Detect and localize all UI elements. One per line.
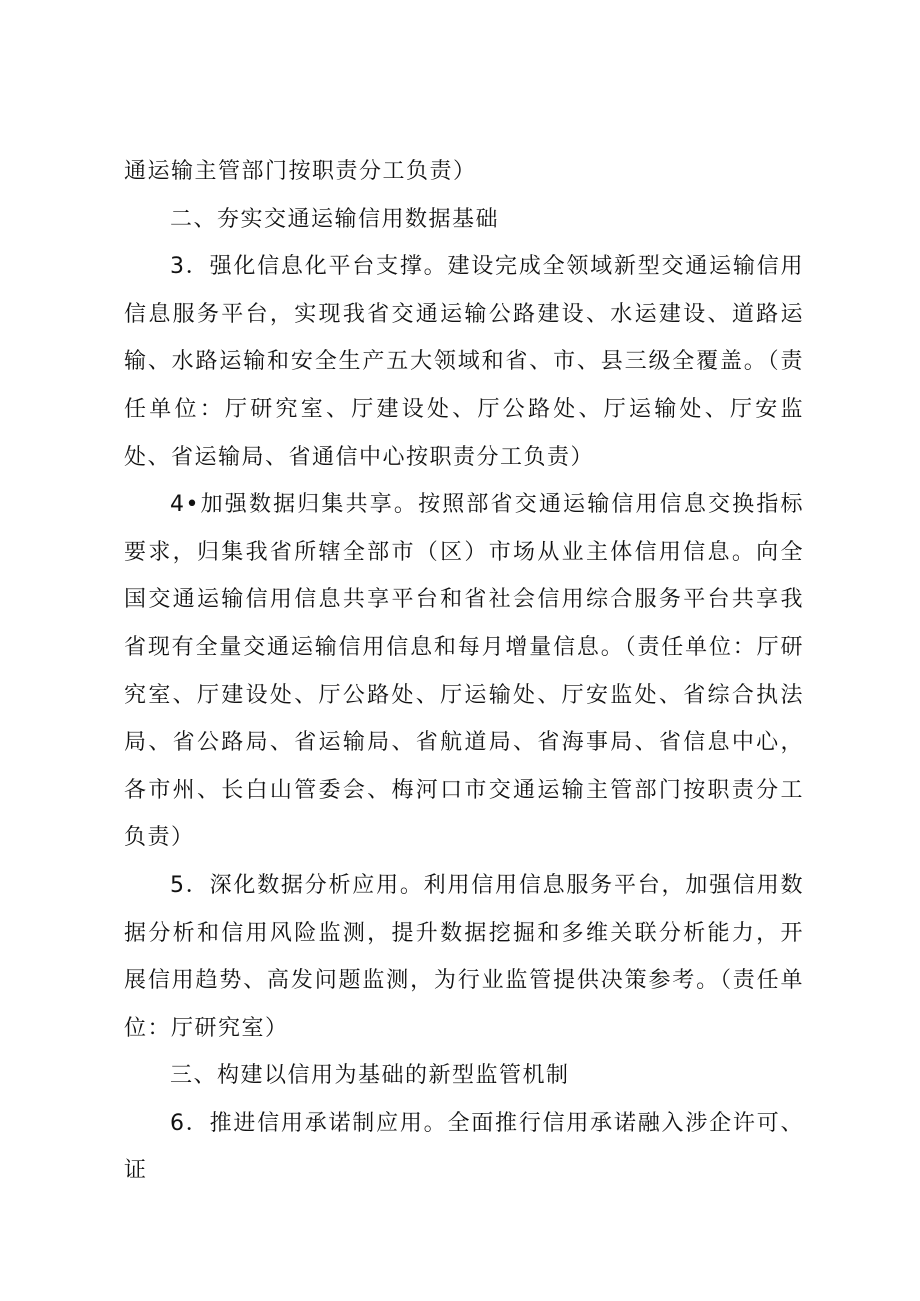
item-5-body: 利用信用信息服务平台，加强信用数据分析和信用风险监测，提升数据挖掘和多维关联分析能力，开展信用趋势、高发问题监测，为行业监管提供决策参考。（责任单位：厅研究室） [124,872,804,1041]
item-paragraph-4 [124,481,804,862]
section-heading-3-text: 三、构建以信用为基础的新型监管机制 [170,1063,570,1089]
continuation-text: 通运输主管部门按职责分工负责） [124,159,477,184]
item-6-lead: 6．推进信用承诺制应用。 [170,1110,448,1136]
item-4-lead: 4•加强数据归集共享。 [170,492,419,518]
section-heading-2 [124,196,804,244]
continuation-paragraph [124,148,804,196]
section-heading-3 [124,1052,804,1100]
item-4-body: 按照部省交通运输信用信息交换指标要求，归集我省所辖全部市（区）市场从业主体信用信息。向全国交通运输信用信息共享平台和省社会信用综合服务平台共享我省现有全量交通运输信用信息和每月增量信息。（责任单位：厅研究室、厅建设处、厅公路处、厅运输处、厅安监处、省综合执法局、省公路局、省运输局、省航道局、省海事局、省信息中心，各市州、长白山管委会、梅河口市交通运输主管部门按职责分工负责） [124,492,804,851]
item-3-body: 建设完成全领域新型交通运输信用信息服务平台，实现我省交通运输公路建设、水运建设、道路运输、水路运输和安全生产五大领域和省、市、县三级全覆盖。（责任单位：厅研究室、厅建设处、厅公路处、厅运输处、厅安监处、省运输局、省通信中心按职责分工负责） [124,254,804,470]
item-paragraph-3 [124,243,804,481]
document-body [124,148,804,1195]
item-5-lead: 5．深化数据分析应用。 [170,872,424,898]
section-heading-2-text: 二、夯实交通运输信用数据基础 [170,206,500,232]
item-paragraph-6 [124,1100,804,1195]
item-paragraph-5 [124,862,804,1052]
item-3-lead: 3．强化信息化平台支撑。 [170,254,448,280]
item-6-body: 全面推行信用承诺融入涉企许可、证 [124,1110,804,1184]
